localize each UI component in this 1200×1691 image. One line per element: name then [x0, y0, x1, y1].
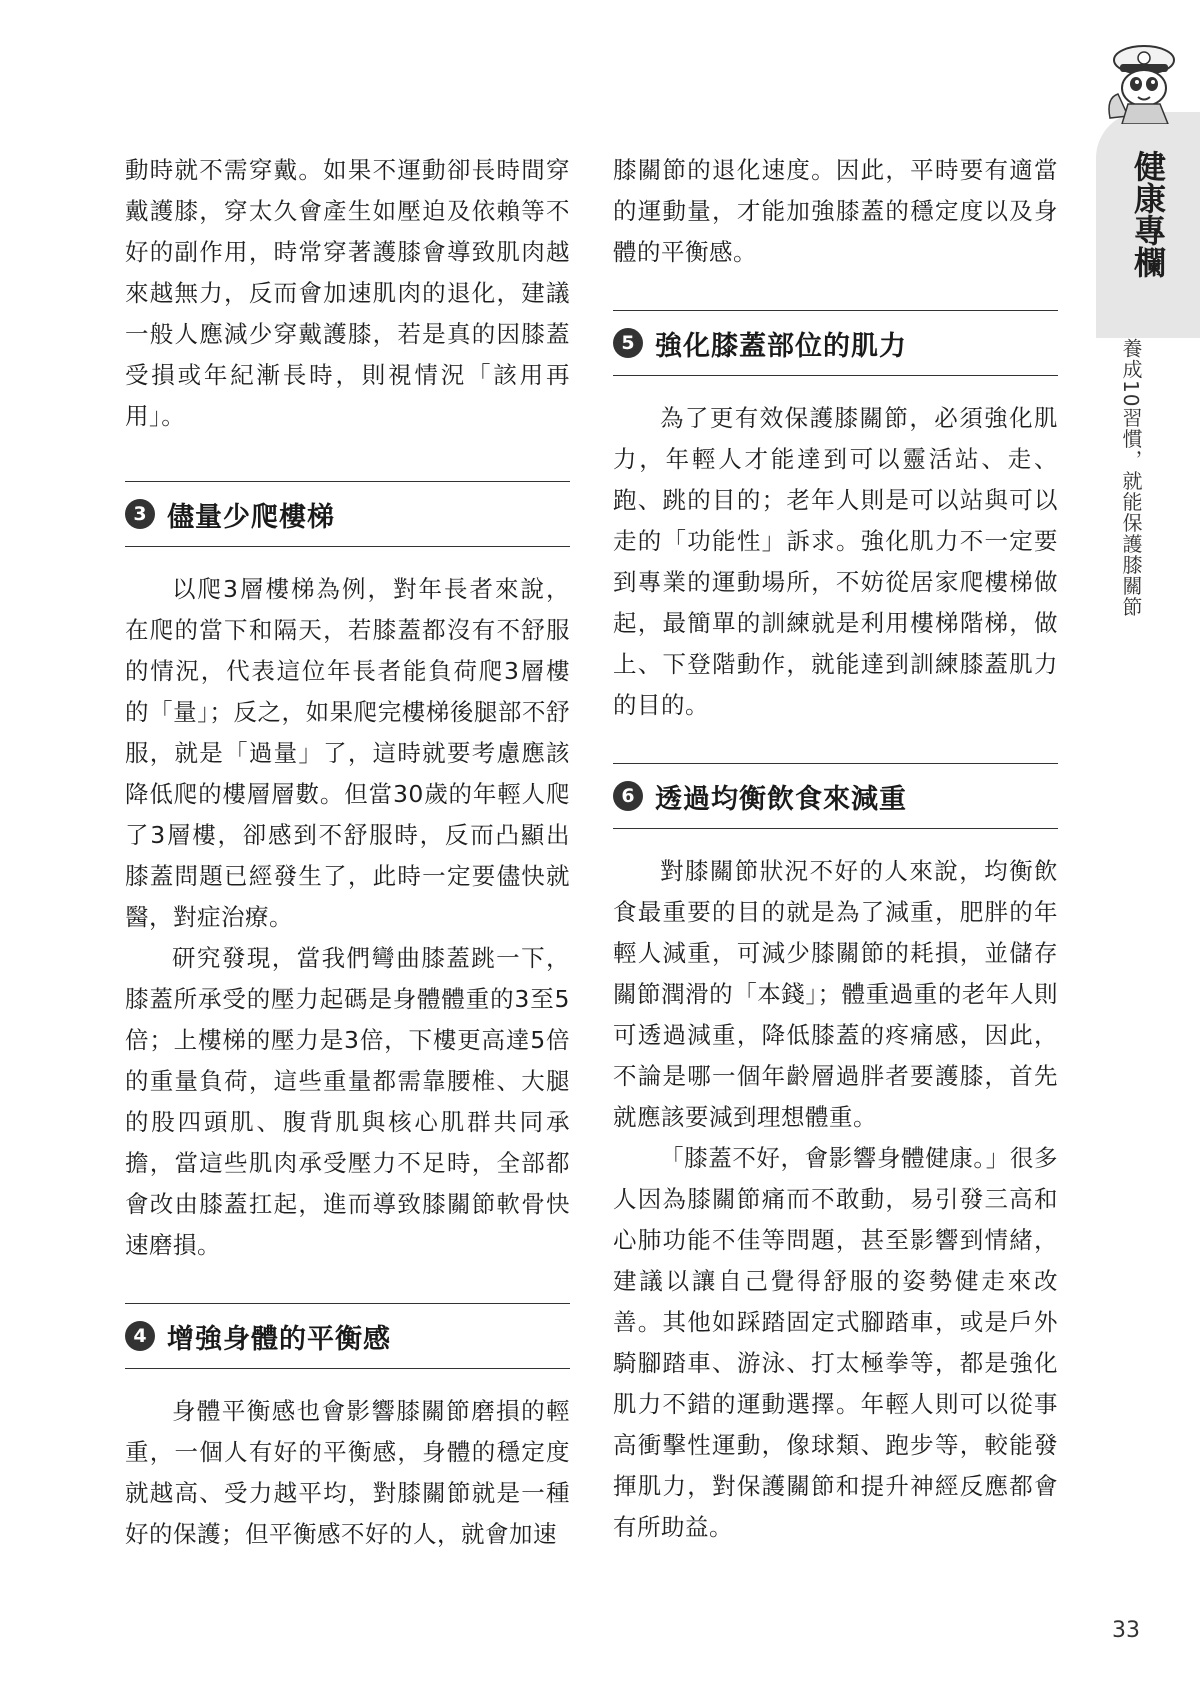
intro-paragraph: 膝關節的退化速度。因此，平時要有適當的運動量，才能加強膝蓋的穩定度以及身體的平衡感。	[613, 156, 1058, 266]
section-number-badge: 5	[613, 328, 643, 358]
section-header-5	[613, 310, 1058, 376]
section-heading: 增強身體的平衡感	[167, 1323, 391, 1355]
column-title: 健康專欄	[1129, 150, 1167, 278]
body-paragraph: 「膝蓋不好，會影響身體健康。」很多人因為膝關節痛而不敢動，易引發三高和心肺功能不佳等問題，甚至影響到情緒，建議以讓自己覺得舒服的姿勢健走來改善。其他如踩踏固定式腳踏車，或是戶外騎腳踏車、游泳、打太極拳等，都是強化肌力不錯的運動選擇。年輕人則可以從事高衝擊性運動，像球類、跑步等，較能發揮肌力，對保護關節和提升神經反應都會有所助益。	[613, 1144, 1058, 1541]
left-column	[125, 150, 570, 1555]
police-mascot-icon	[1098, 38, 1190, 124]
section-heading: 透過均衡飲食來減重	[655, 783, 907, 815]
section-header-3	[125, 481, 570, 547]
body-paragraph: 以爬3層樓梯為例，對年長者來說，在爬的當下和隔天，若膝蓋都沒有不舒服的情況，代表這位年長者能負荷爬3層樓的「量」；反之，如果爬完樓梯後腿部不舒服，就是「過量」了，這時就要考慮應該降低爬的樓層層數。但當30歲的年輕人爬了3層樓，卻感到不舒服時，反而凸顯出膝蓋問題已經發生了，此時一定要儘快就醫，對症治療。	[125, 575, 570, 931]
column-subtitle: 養成10習慣，就能保護膝關節	[1119, 338, 1143, 618]
section-number-badge: 6	[613, 781, 643, 811]
body-paragraph: 研究發現，當我們彎曲膝蓋跳一下，膝蓋所承受的壓力起碼是身體體重的3至5倍；上樓梯的壓力是3倍，下樓更高達5倍的重量負荷，這些重量都需靠腰椎、大腿的股四頭肌、腹背肌與核心肌群共同承擔，當這些肌肉承受壓力不足時，全部都會改由膝蓋扛起，進而導致膝關節軟骨快速磨損。	[125, 944, 570, 1259]
intro-paragraph: 動時就不需穿戴。如果不運動卻長時間穿戴護膝，穿太久會產生如壓迫及依賴等不好的副作用，時常穿著護膝會導致肌肉越來越無力，反而會加速肌肉的退化，建議一般人應減少穿戴護膝，若是真的因膝蓋受損或年紀漸長時，則視情況「該用再用」。	[125, 156, 570, 430]
body-paragraph: 為了更有效保護膝關節，必須強化肌力，年輕人才能達到可以靈活站、走、跑、跳的目的；老年人則是可以站與可以走的「功能性」訴求。強化肌力不一定要到專業的運動場所，不妨從居家爬樓梯做起，最簡單的訓練就是利用樓梯階梯，做上、下登階動作，就能達到訓練膝蓋肌力的目的。	[613, 404, 1058, 719]
section-number-badge: 3	[125, 499, 155, 529]
section-number-badge: 4	[125, 1321, 155, 1351]
section-heading: 儘量少爬樓梯	[167, 501, 335, 533]
section-header-4	[125, 1303, 570, 1369]
page-number: 33	[1112, 1618, 1140, 1643]
right-column	[613, 150, 1058, 1548]
section-header-6	[613, 763, 1058, 829]
body-paragraph: 身體平衡感也會影響膝關節磨損的輕重，一個人有好的平衡感，身體的穩定度就越高、受力越平均，對膝關節就是一種好的保護；但平衡感不好的人，就會加速	[125, 1397, 570, 1548]
body-paragraph: 對膝關節狀況不好的人來說，均衡飲食最重要的目的就是為了減重，肥胖的年輕人減重，可減少膝關節的耗損，並儲存關節潤滑的「本錢」；體重過重的老年人則可透過減重，降低膝蓋的疼痛感，因此，不論是哪一個年齡層過胖者要護膝，首先就應該要減到理想體重。	[613, 857, 1058, 1131]
section-heading: 強化膝蓋部位的肌力	[655, 330, 907, 362]
